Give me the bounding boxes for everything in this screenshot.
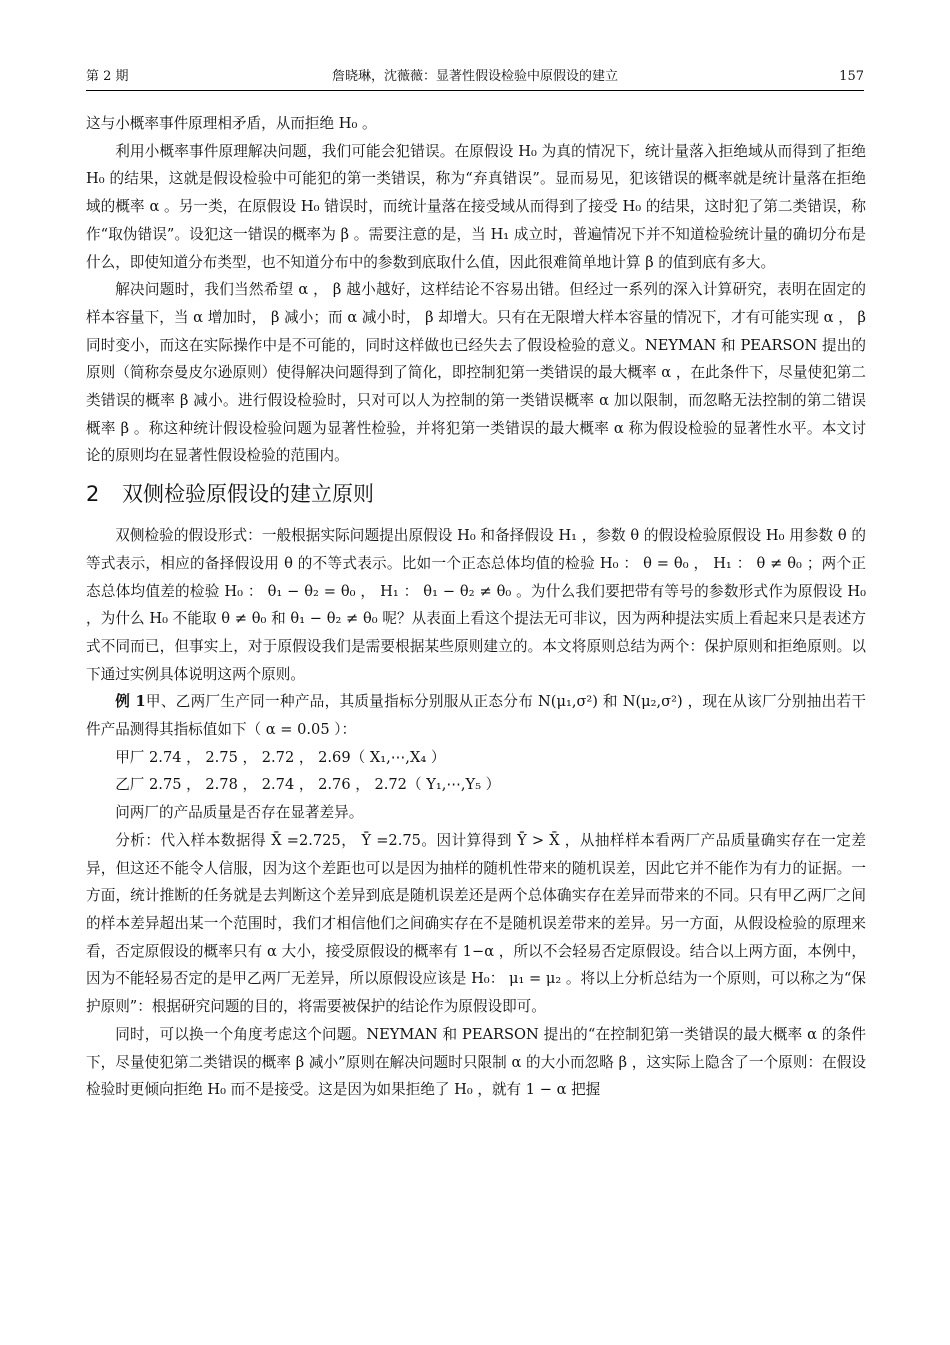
example-label: 例 1 — [115, 693, 146, 711]
paragraph-two-sided-form: 双侧检验的假设形式：一般根据实际问题提出原假设 H₀ 和备择假设 H₁ ，参数 θ 的假设检验原假设 H₀ 用参数 θ 的等式表示，相应的备择假设用 θ 的不等式表示。比如一个正态总体均值的检验 H₀ ： θ = θ₀ ， H₁ ： θ ≠ θ₀ ；两个正态总体均值差的检验 H₀ ： θ₁ − θ₂ = θ₀ ， H₁ ： θ₁ − θ₂ ≠ θ₀ 。为什么我们要把带有等号的参数形式作为原假设 H₀ ，为什么 H₀ 不能取 θ ≠ θ₀ 和 θ₁ − θ₂ ≠ θ₀ 呢？从表面上看这个提法无可非议，因为两种提法实质上看起来只是表述方式不同而已，但事实上，对于原假设我们是需要根据某些原则建立的。本文将原则总结为两个：保护原则和拒绝原则。以下通过实例具体说明这两个原则。 — [86, 527, 866, 683]
page-body — [86, 110, 866, 1104]
example-statement — [86, 688, 866, 743]
example-factory-a-data: 甲厂 2.74 ， 2.75 ， 2.72 ， 2.69（ X₁,⋯,X₄ ） — [115, 748, 446, 766]
issue-number: 第 2 期 — [86, 69, 129, 84]
paragraph-type-errors: 利用小概率事件原理解决问题，我们可能会犯错误。在原假设 H₀ 为真的情况下，统计量落入拒绝域从而得到了拒绝 H₀ 的结果，这就是假设检验中可能犯的第一类错误，称为“弃真错误”。显而易见，犯该错误的概率就是统计量落在拒绝域的概率 α 。另一类，在原假设 H₀ 错误时，而统计量落在接受域从而得到了接受 H₀ 的结果，这时犯了第二类错误，称作“取伪错误”。设犯这一错误的概率为 β 。需要注意的是，当 H₁ 成立时，普遍情况下并不知道检验统计量的确切分布是什么，即使知道分布类型，也不知道分布中的参数到底取什么值，因此很难简单地计算 β 的值到底有多大。 — [86, 142, 866, 271]
example-text: 甲、乙两厂生产同一种产品，其质量指标分别服从正态分布 N(μ₁,σ²) 和 N(μ₂,σ²) ，现在从该厂分别抽出若干件产品测得其指标值如下（ α = 0.05 ）： — [86, 693, 866, 739]
paragraph-significance: 解决问题时，我们当然希望 α ， β 越小越好，这样结论不容易出错。但经过一系列的深入计算研究，表明在固定的样本容量下，当 α 增加时， β 减小；而 α 减小时， β 却增大。只有在无限增大样本容量的情况下，才有可能实现 α ， β 同时变小，而这在实际操作中是不可能的，同时这样做也已经失去了假设检验的意义。NEYMAN 和 PEARSON 提出的原则（简称奈曼皮尔逊原则）使得解决问题得到了简化，即控制犯第一类错误的最大概率 α ，在此条件下，尽量使犯第二类错误的概率 β 减小。进行假设检验时，只对可以人为控制的第一类错误概率 α 加以限制，而忽略无法控制的第二错误概率 β 。称这种统计假设检验问题为显著性检验，并将犯第一类错误的最大概率 α 称为假设检验的显著性水平。本文讨论的原则均在显著性假设检验的范围内。 — [86, 281, 866, 465]
example-question: 问两厂的产品质量是否存在显著差异。 — [115, 804, 364, 822]
running-title: 詹晓琳，沈薇薇：显著性假设检验中原假设的建立 — [331, 69, 618, 84]
section-title: 双侧检验原假设的建立原则 — [122, 482, 374, 507]
paragraph-analysis: 分析：代入样本数据得 X̄ =2.725， Ȳ =2.75。因计算得到 Ȳ > X̄ ，从抽样样本看两厂产品质量确实存在一定差异，但这还不能令人信服，因为这个差距也可以是因为抽样的随机性带来的随机误差，因此它并不能作为有力的证据。一方面，统计推断的任务就是去判断这个差异到底是随机误差还是两个总体确实存在差异而带来的不同。只有甲乙两厂之间的样本差异超出某一个范围时，我们才相信他们之间确实存在不是随机误差带来的差异。另一方面，从假设检验的原理来看，否定原假设的概率只有 α 大小，接受原假设的概率有 1−α ，所以不会轻易否定原假设。结合以上两方面，本例中，因为不能轻易否定的是甲乙两厂无差异，所以原假设应该是 H₀： μ₁ = μ₂ 。将以上分析总结为一个原则，可以称之为“保护原则”：根据研究问题的目的，将需要被保护的结论作为原假设即可。 — [86, 831, 866, 1016]
paragraph-neyman-pearson: 同时，可以换一个角度考虑这个问题。NEYMAN 和 PEARSON 提出的“在控制犯第一类错误的最大概率 α 的条件下，尽量使犯第二类错误的概率 β 减小”原则在解决问题时只限制 α 的大小而忽略 β ，这实际上隐含了一个原则：在假设检验时更倾向拒绝 H₀ 而不是接受。这是因为如果拒绝了 H₀ ，就有 1 − α 把握 — [86, 1025, 866, 1099]
page-number: 157 — [839, 69, 864, 84]
section-heading — [86, 478, 866, 510]
paragraph-continuation: 这与小概率事件原理相矛盾，从而拒绝 H₀ 。 — [86, 115, 377, 132]
running-header — [86, 64, 864, 91]
section-number: 2 — [86, 482, 100, 507]
example-factory-b-data: 乙厂 2.75 ， 2.78 ， 2.74 ， 2.76 ， 2.72（ Y₁,⋯,Y₅ ） — [115, 776, 501, 794]
